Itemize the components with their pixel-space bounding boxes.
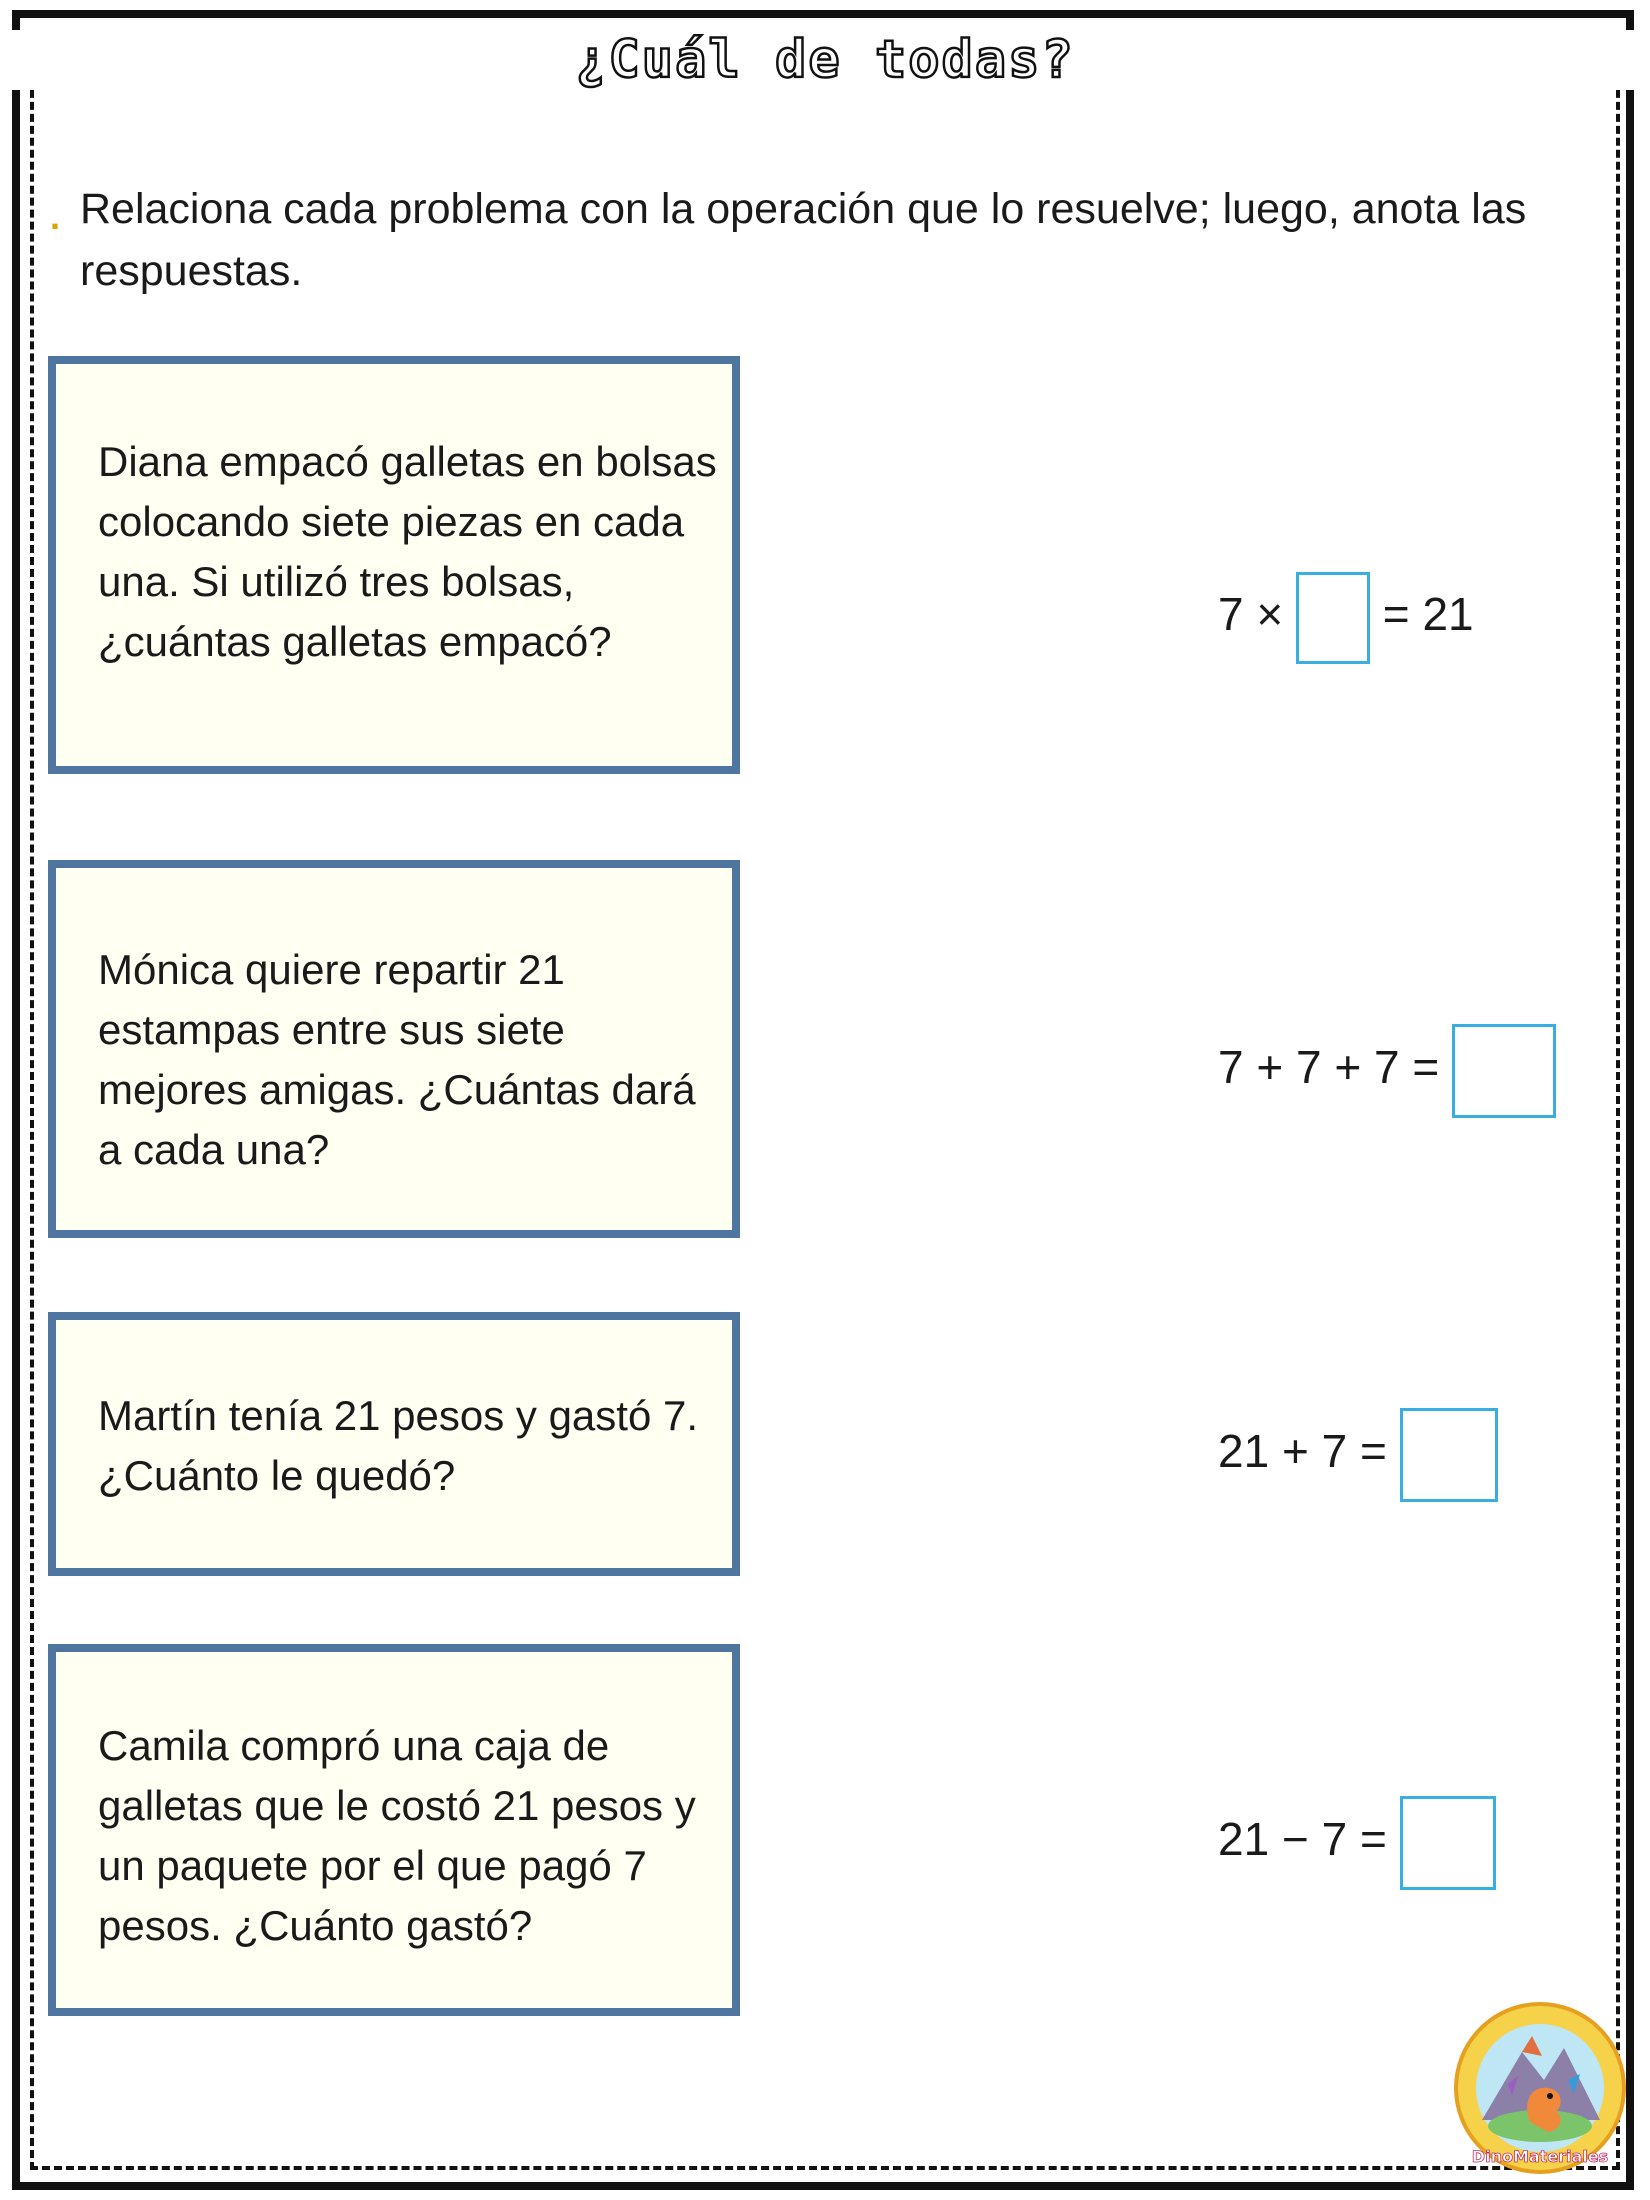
answer-box-1[interactable] <box>1296 572 1370 664</box>
problem-card-2 <box>48 860 740 1238</box>
equation-4 <box>1218 1796 1496 1890</box>
equation-4-before: 21 − 7 = <box>1218 1813 1387 1866</box>
answer-box-4[interactable] <box>1400 1796 1496 1890</box>
dinomateriales-logo <box>1452 2000 1628 2176</box>
problem-text-2: Mónica quiere repartir 21 estampas entre sus siete mejores amigas. ¿Cuántas dará a cada una? <box>98 946 696 1173</box>
answer-box-2[interactable] <box>1452 1024 1556 1118</box>
equation-1 <box>1218 572 1474 664</box>
page-title: ¿Cuál de todas? <box>0 30 1650 90</box>
instructions-text: Relaciona cada problema con la operación que lo resuelve; luego, anota las respuestas. <box>80 185 1527 295</box>
equation-3-before: 21 + 7 = <box>1218 1425 1387 1478</box>
problem-card-4 <box>48 1644 740 2016</box>
logo-label: DinoMateriales <box>1471 2147 1609 2166</box>
problem-text-3: Martín tenía 21 pesos y gastó 7. ¿Cuánto le quedó? <box>98 1392 699 1499</box>
equation-1-before: 7 × <box>1218 588 1284 641</box>
problem-card-3 <box>48 1312 740 1576</box>
answer-box-3[interactable] <box>1400 1408 1498 1502</box>
problem-text-4: Camila compró una caja de galletas que le costó 21 pesos y un paquete por el que pagó 7 pesos. ¿Cuánto gastó? <box>98 1722 696 1949</box>
equation-1-after: = 21 <box>1382 588 1474 641</box>
problem-card-1 <box>48 356 740 774</box>
problem-text-1: Diana empacó galletas en bolsas colocando siete piezas en cada una. Si utilizó tres bolsas, ¿cuántas galletas empacó? <box>98 438 717 665</box>
equation-2 <box>1218 1024 1556 1118</box>
instruction-bullet: . <box>50 196 61 237</box>
equation-2-before: 7 + 7 + 7 = <box>1218 1041 1440 1094</box>
equation-3 <box>1218 1408 1498 1502</box>
